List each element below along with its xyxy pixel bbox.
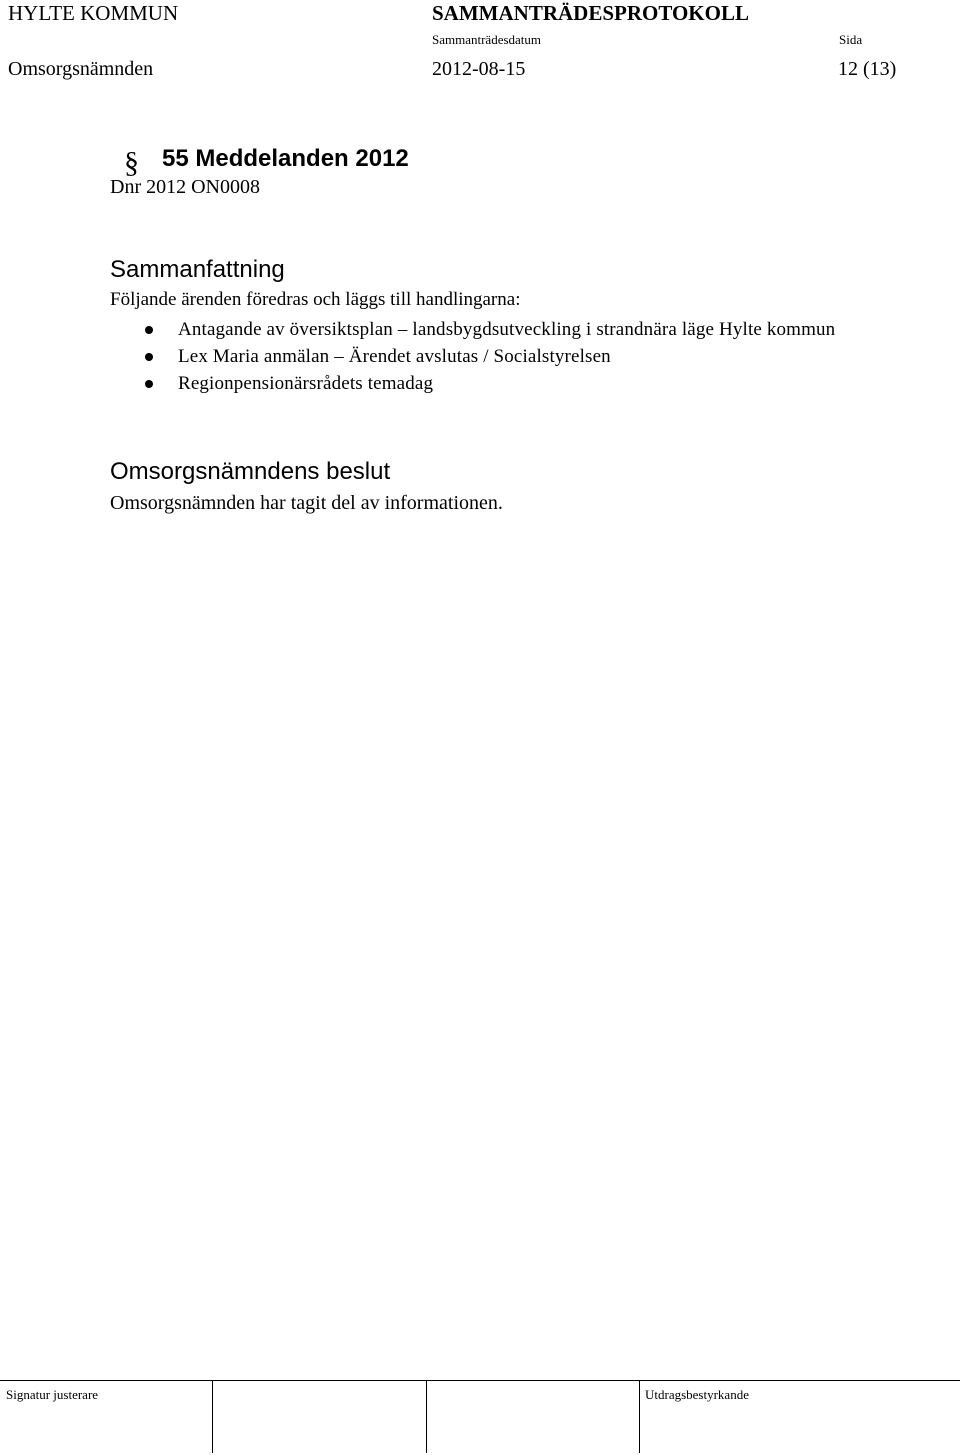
document-type: SAMMANTRÄDESPROTOKOLL: [432, 1, 749, 25]
paragraph-sign: §: [124, 146, 139, 179]
date-label: Sammanträdesdatum: [432, 32, 542, 47]
list-item-text: Lex Maria anmälan – Ärendet avslutas / Socialstyrelsen: [178, 346, 611, 367]
page-label: Sida: [839, 32, 863, 47]
summary-heading: Sammanfattning: [110, 256, 285, 283]
signature-field-2: [213, 1381, 427, 1453]
signature-label: Signatur justerare: [6, 1387, 99, 1402]
page-number: 12 (13): [838, 58, 897, 80]
signature-footer: [0, 1380, 960, 1455]
section-title: 55 Meddelanden 2012: [162, 145, 409, 172]
meeting-date: 2012-08-15: [432, 58, 526, 80]
list-item-text: Regionpensionärsrådets temadag: [178, 373, 434, 394]
organization-name: HYLTE KOMMUN: [8, 1, 179, 25]
diary-number: Dnr 2012 ON0008: [110, 176, 260, 198]
list-item-text: Antagande av översiktsplan – landsbygdsutveckling i strandnära läge Hylte kommun: [178, 319, 836, 340]
signature-field-3: [427, 1381, 640, 1453]
committee-name: Omsorgsnämnden: [8, 58, 154, 80]
bullet-icon: [145, 380, 153, 388]
decision-text: Omsorgsnämnden har tagit del av informationen.: [110, 492, 503, 514]
bullet-icon: [145, 353, 153, 361]
bullet-icon: [145, 326, 153, 334]
decision-heading: Omsorgsnämndens beslut: [110, 458, 391, 485]
extract-label: Utdragsbestyrkande: [645, 1387, 749, 1402]
summary-intro: Följande ärenden föredras och läggs till handlingarna:: [110, 289, 521, 310]
